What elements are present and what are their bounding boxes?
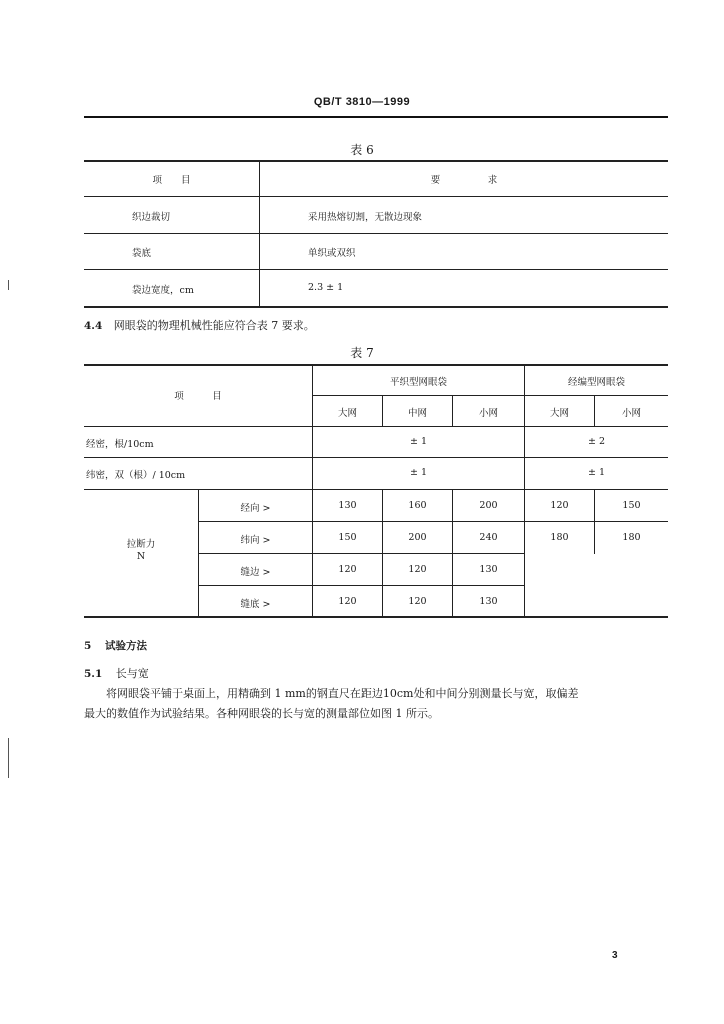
tensile-row-name: 纬向 > [240, 535, 271, 546]
table7-sub-small2: 小网 [621, 408, 641, 419]
table6-row-rule [84, 233, 668, 234]
table7-row-rule [198, 585, 524, 586]
scan-mark [8, 280, 9, 290]
table6-item: 袋边宽度，cm [132, 285, 194, 296]
section-number: 5.1 [84, 668, 103, 680]
table7-bottom-rule [84, 616, 668, 618]
section-number: 5 [84, 640, 92, 652]
warp-density-label: 经密，根/10cm [86, 439, 154, 450]
tensile-row-name: 经向 > [240, 503, 271, 514]
section-title: 试验方法 [104, 640, 147, 652]
section-number: 4.4 [84, 320, 103, 332]
paragraph-line: 最大的数值作为试验结果。各种网眼袋的长与宽的测量部位如图 1 所示。 [84, 707, 439, 720]
table7-row-rule [198, 553, 524, 554]
weft-density-label: 纬密，双（根）/ 10cm [86, 470, 186, 481]
tensile-value: 130 [479, 564, 498, 575]
table7-col-divider [524, 365, 525, 617]
table6-top-rule [84, 160, 668, 162]
table7-row-rule [198, 521, 668, 522]
tensile-value: 150 [622, 500, 641, 511]
table6-req: 2.3 ± 1 [308, 282, 344, 293]
tensile-value: 160 [408, 500, 427, 511]
table7-col-item: 项 目 [174, 391, 222, 402]
table7-group-warp: 经编型网眼袋 [567, 377, 625, 388]
table6-col-req: 要 求 [430, 175, 498, 186]
table7-row-rule [84, 457, 668, 458]
table7-sub-mid: 中网 [407, 408, 427, 419]
tensile-value: 120 [338, 564, 357, 575]
table7-sub-small: 小网 [478, 408, 498, 419]
tensile-value: 200 [408, 532, 427, 543]
warp-density-flat: ± 1 [409, 436, 428, 447]
scan-mark [8, 738, 9, 778]
tensile-row-name: 缝底 > [240, 599, 271, 610]
table6-bottom-rule [84, 306, 668, 308]
table6-col-item: 项 目 [152, 175, 191, 186]
table7-top-rule [84, 364, 668, 366]
table7-sub-big: 大网 [337, 408, 357, 419]
table6-item: 袋底 [132, 248, 152, 259]
section-4-4 [84, 316, 315, 336]
tensile-value: 120 [338, 596, 357, 607]
table7-row-rule [84, 489, 668, 490]
tensile-value: 180 [622, 532, 641, 543]
table7-col-divider [312, 365, 313, 617]
table6-caption: 表 6 [350, 143, 374, 157]
section-5-1 [84, 664, 149, 684]
tensile-value: 240 [479, 532, 498, 543]
standard-code: QB/T 3810—1999 [313, 96, 411, 108]
warp-density-warp: ± 2 [587, 436, 606, 447]
tensile-label: 拉断力 [126, 539, 156, 550]
weft-density-flat: ± 1 [409, 467, 428, 478]
table7-sub-big2: 大网 [549, 408, 569, 419]
tensile-row-name: 缝边 > [240, 567, 271, 578]
table6-row-rule [84, 269, 668, 270]
tensile-value: 130 [338, 500, 357, 511]
table7-group-flat: 平织型网眼袋 [389, 377, 447, 388]
tensile-value: 180 [550, 532, 569, 543]
section-text: 网眼袋的物理机械性能应符合表 7 要求。 [113, 319, 315, 332]
page-number: 3 [612, 950, 618, 961]
section-title: 长与宽 [115, 667, 149, 680]
table6-req: 单织或双织 [308, 248, 356, 259]
table6-req: 采用热熔切割，无散边现象 [308, 212, 423, 223]
tensile-unit: N [136, 551, 146, 562]
tensile-value: 130 [479, 596, 498, 607]
weft-density-warp: ± 1 [587, 467, 606, 478]
header-rule [84, 116, 668, 118]
tensile-value: 200 [479, 500, 498, 511]
table6-item: 织边裁切 [132, 212, 171, 223]
table7-caption: 表 7 [350, 346, 374, 360]
table7-header-rule [84, 426, 668, 427]
section-5 [84, 636, 147, 656]
tensile-value: 120 [550, 500, 569, 511]
table6-header-rule [84, 196, 668, 197]
table7-group-rule [312, 395, 668, 396]
tensile-value: 120 [408, 596, 427, 607]
tensile-value: 120 [408, 564, 427, 575]
tensile-value: 150 [338, 532, 357, 543]
paragraph-line: 将网眼袋平铺于桌面上，用精确到 1 mm的钢直尺在距边10cm处和中间分别测量长与宽，取偏差 [106, 687, 579, 700]
